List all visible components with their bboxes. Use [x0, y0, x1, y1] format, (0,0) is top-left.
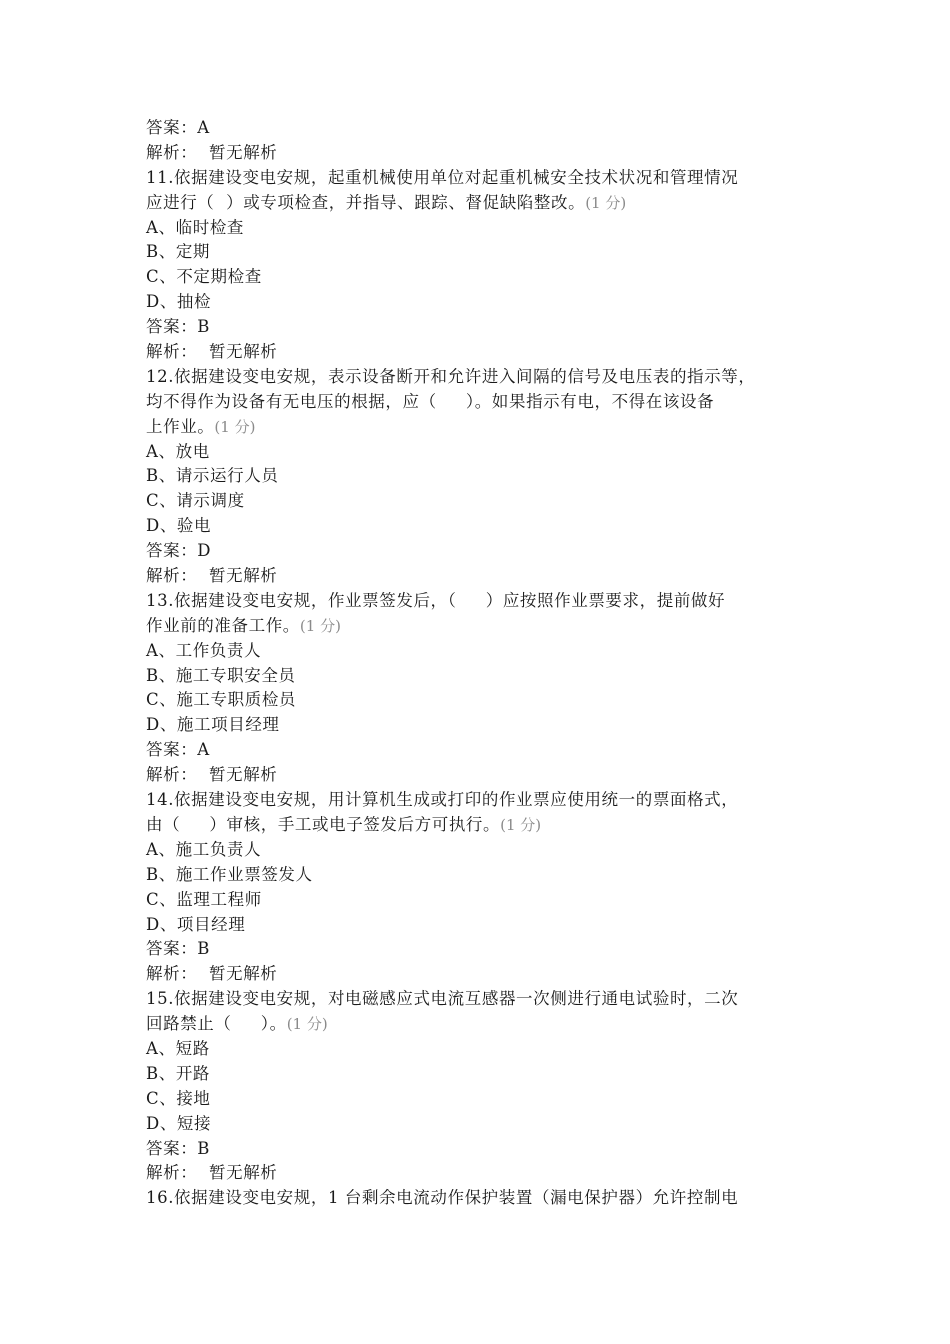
answer-line: 答案：B	[146, 1138, 211, 1158]
analysis-line: 解析： 暂无解析	[146, 566, 278, 586]
option-a: A、施工负责人	[146, 839, 262, 859]
analysis-line: 解析： 暂无解析	[146, 1163, 278, 1183]
question-text-line: 15.依据建设变电安规，对电磁感应式电流互感器一次侧进行通电试验时，二次	[146, 989, 739, 1009]
option-b: B、定期	[146, 242, 211, 262]
option-c: C、不定期检查	[146, 267, 262, 287]
question-text-line: 作业前的准备工作。	[146, 615, 300, 635]
option-a: A、临时检查	[146, 217, 245, 237]
score-label: (1 分)	[585, 193, 627, 212]
analysis-line: 解析： 暂无解析	[146, 342, 278, 362]
option-b: B、施工作业票签发人	[146, 864, 313, 884]
question-text-line: 由（ ）审核，手工或电子签发后方可执行。	[146, 814, 501, 834]
question-text-line: 均不得作为设备有无电压的根据，应（ ）。如果指示有电，不得在该设备	[146, 391, 715, 411]
answer-line: 答案：B	[146, 317, 211, 337]
score-label: (1 分)	[299, 616, 341, 635]
option-c: C、请示调度	[146, 491, 245, 511]
option-d: D、施工项目经理	[146, 715, 280, 735]
option-d: D、项目经理	[146, 914, 246, 934]
score-label: (1 分)	[214, 417, 256, 436]
question-13	[146, 589, 826, 788]
option-c: C、施工专职质检员	[146, 690, 297, 710]
score-label: (1 分)	[500, 815, 542, 834]
option-a: A、放电	[146, 441, 210, 461]
option-d: D、短接	[146, 1113, 212, 1133]
question-text-line: 上作业。	[146, 416, 215, 436]
analysis-line: 解析： 暂无解析	[146, 142, 278, 162]
question-15	[146, 987, 826, 1186]
option-b: B、开路	[146, 1063, 211, 1083]
answer-line: 答案：A	[146, 118, 210, 137]
answer-line: 答案：B	[146, 939, 211, 959]
question-text-line: 13.依据建设变电安规，作业票签发后，（ ）应按照作业票要求，提前做好	[146, 590, 726, 610]
option-a: A、短路	[146, 1038, 210, 1058]
option-d: D、抽检	[146, 292, 212, 312]
option-b: B、请示运行人员	[146, 466, 279, 486]
answer-line: 答案：A	[146, 740, 210, 760]
exam-page	[146, 116, 826, 1211]
question-text-line: 应进行（ ）或专项检查，并指导、跟踪、督促缺陷整改。	[146, 192, 586, 212]
score-label: (1 分)	[286, 1015, 328, 1034]
question-16-text-line: 16.依据建设变电安规，1 台剩余电流动作保护装置（漏电保护器）允许控制电	[146, 1188, 739, 1208]
question-text-line: 14.依据建设变电安规，用计算机生成或打印的作业票应使用统一的票面格式，	[146, 790, 739, 810]
question-text-line: 回路禁止（ ）。	[146, 1014, 287, 1034]
analysis-line: 解析： 暂无解析	[146, 765, 278, 785]
question-11	[146, 166, 826, 365]
option-d: D、验电	[146, 516, 212, 536]
question-text-line: 12.依据建设变电安规，表示设备断开和允许进入间隔的信号及电压表的指示等，	[146, 366, 756, 386]
question-12	[146, 365, 826, 589]
question-14	[146, 788, 826, 987]
option-c: C、监理工程师	[146, 889, 262, 909]
answer-line: 答案：D	[146, 541, 212, 561]
option-c: C、接地	[146, 1088, 211, 1108]
option-a: A、工作负责人	[146, 640, 262, 660]
question-text-line: 11.依据建设变电安规，起重机械使用单位对起重机械安全技术状况和管理情况	[146, 167, 739, 187]
analysis-line: 解析： 暂无解析	[146, 964, 278, 984]
option-b: B、施工专职安全员	[146, 665, 296, 685]
